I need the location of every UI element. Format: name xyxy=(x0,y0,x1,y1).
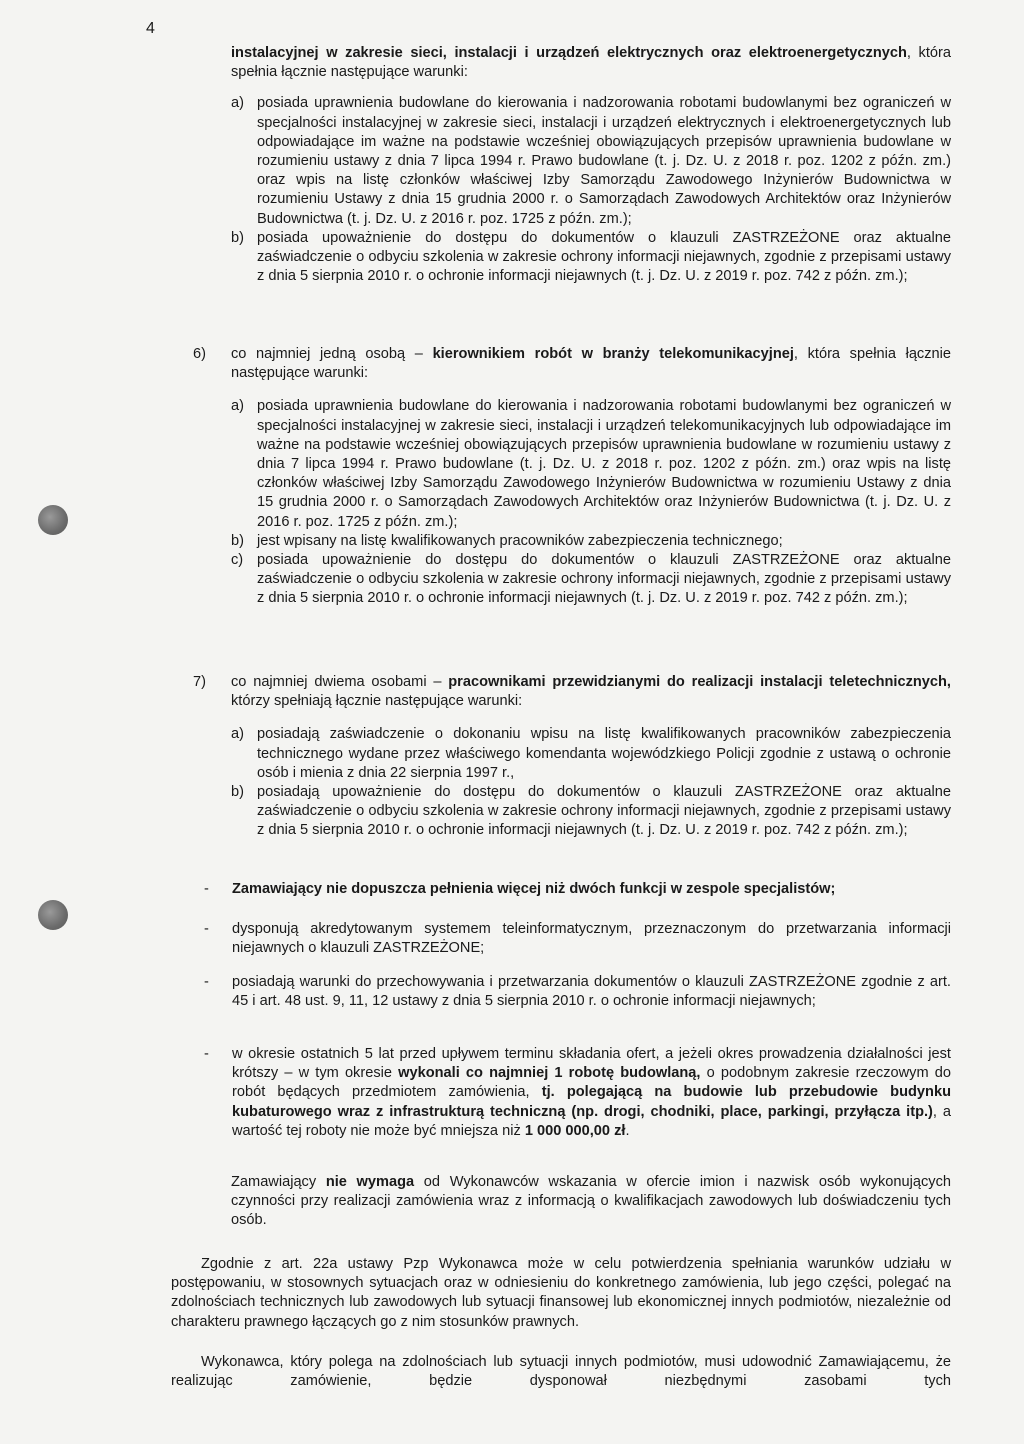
punch-hole xyxy=(38,505,68,535)
item-text: posiadają zaświadczenie o dokonaniu wpisu na listę kwalifikowanych pracowników zabezpieczenia technicznego wydane przez właściwego komendanta wojewódzkiego Policji zgodnie z ustawą o ochronie osób i mienia z dnia 22 sierpnia 1997 r., xyxy=(257,726,951,781)
paragraph-2 xyxy=(171,1353,951,1391)
dash4-bold-2: tj. polegającą na budowie lub przebudowie budynku kubaturowego wraz z infrastrukturą techniczną (np. drogi, chodniki, place, parkingi, przyłącza itp.) xyxy=(232,1084,951,1120)
dash4-bold-3: 1 000 000,00 zł xyxy=(524,1122,626,1139)
paragraph-1 xyxy=(171,1255,951,1332)
paragraph-text: Zgodnie z art. 22a ustawy Pzp Wykonawca może w celu potwierdzenia spełniania warunków udziału w postępowaniu, w stosownych sytuacjach oraz w odniesieniu do konkretnego zamówienia, lub jego części, polegać na zdolnościach technicznych lub zawodowych lub sytuacji finansowej lub ekonomicznej innych podmiotów, niezależnie od charakteru prawnego łączących go z nim stosunków prawnych. xyxy=(171,1256,951,1330)
note-paragraph xyxy=(231,1173,951,1231)
dash-text: dysponują akredytowanym systemem teleinformatycznym, przeznaczonym do przetwarzania informacji niejawnych o klauzuli ZASTRZEŻONE; xyxy=(232,921,951,957)
item-text: posiada uprawnienia budowlane do kierowania i nadzorowania robotami budowlanymi bez ograniczeń w specjalności instalacyjnej w zakresie sieci, instalacji i urządzeń telekomunikacyjnych lub odpowiadające im ważne na podstawie wcześniej obowiązujących przepisów uprawnienia budowlane w rozumieniu ustawy z dnia 7 lipca 1994 r. Prawo budowlane (t. j. Dz. U. z 2018 r. poz. 1202 z późn. zm.) oraz wpis na listę członków właściwej Izby Samorządu Zawodowego Inżynierów Budownictwa w rozumieniu Ustawy z dnia 15 grudnia 2000 r. o Samorządach Zawodowych Architektów oraz Inżynierów Budownictwa (t. j. Dz. U. z 2016 r. poz. 1725 z późn. zm.); xyxy=(257,398,951,530)
item-text: jest wpisany na listę kwalifikowanych pracowników zabezpieczenia technicznego; xyxy=(257,532,783,549)
item-heading-pre: co najmniej jedną osobą – xyxy=(231,346,433,362)
item-heading-bold: kierownikiem robót w branży telekomunikacyjnej xyxy=(432,346,794,362)
item-text: posiada upoważnienie do dostępu do dokumentów o klauzuli ZASTRZEŻONE oraz aktualne zaświadczenie o odbyciu szkolenia w zakresie ochrony informacji niejawnych, zgodnie z przepisami ustawy z dnia 5 sierpnia 2010 r. o ochronie informacji niejawnych (t. j. Dz. U. z 2019 r. poz. 742 z późn. zm.); xyxy=(257,229,951,285)
item-text: posiadają upoważnienie do dostępu do dokumentów o klauzuli ZASTRZEŻONE oraz aktualne zaświadczenie o odbyciu szkolenia w zakresie ochrony informacji niejawnych, zgodnie z przepisami ustawy z dnia 5 sierpnia 2010 r. o ochronie informacji niejawnych (t. j. Dz. U. z 2019 r. poz. 742 z późn. zm.); xyxy=(257,784,951,839)
note-text xyxy=(231,1173,951,1231)
dash-symbol: - xyxy=(204,921,209,937)
dash-item-2 xyxy=(200,920,951,958)
list-item xyxy=(231,397,951,531)
dash-symbol: - xyxy=(204,1046,209,1062)
item-label: b) xyxy=(231,784,244,801)
item-label: a) xyxy=(231,398,244,415)
intro-bold: instalacyjnej w zakresie sieci, instalacji i urządzeń elektrycznych oraz elektroenergetycznych xyxy=(231,45,907,61)
item-heading-bold: pracownikami przewidzianymi do realizacji instalacji teletechnicznych, xyxy=(448,674,951,690)
item-heading xyxy=(231,345,951,383)
page-number: 4 xyxy=(146,20,155,37)
intro-paragraph xyxy=(231,44,951,82)
dash-item-1 xyxy=(200,880,951,899)
item-text: posiada upoważnienie do dostępu do dokumentów o klauzuli ZASTRZEŻONE oraz aktualne zaświadczenie o odbyciu szkolenia w zakresie ochrony informacji niejawnych, zgodnie z przepisami ustawy z dnia 5 sierpnia 2010 r. o ochronie informacji niejawnych (t. j. Dz. U. z 2019 r. poz. 742 z późn. zm.); xyxy=(257,552,951,607)
dash-item-4 xyxy=(200,1045,951,1141)
list-item xyxy=(231,783,951,841)
dash4-text-3: , a wartość tej roboty nie może być mniejsza niż xyxy=(232,1103,952,1139)
list-item xyxy=(231,551,951,609)
item-label: c) xyxy=(231,552,244,569)
item-heading-post: , która spełnia łącznie następujące warunki: xyxy=(231,346,952,382)
dash-symbol: - xyxy=(204,974,209,990)
intro-block xyxy=(231,44,951,286)
paragraph-text: Wykonawca, który polega na zdolnościach lub sytuacji innych podmiotów, musi udowodnić Zamawiającemu, że realizując zamówienie, będzie dysponował niezbędnymi zasobami tych xyxy=(171,1354,951,1390)
item-heading xyxy=(231,673,951,711)
item-label: b) xyxy=(231,532,244,549)
list-item xyxy=(231,725,951,783)
item-label: b) xyxy=(231,229,244,246)
intro-rest: , która spełnia łącznie następujące warunki: xyxy=(231,45,951,81)
item-text: posiada uprawnienia budowlane do kierowania i nadzorowania robotami budowlanymi bez ograniczeń w specjalności instalacyjnej w zakresie sieci, instalacji i urządzeń elektrycznych i elektroenergetycznych lub odpowiadające im ważne na podstawie wcześniej obowiązujących przepisów uprawnienia budowlane w rozumieniu ustawy z dnia 7 lipca 1994 r. Prawo budowlane (t. j. Dz. U. z 2018 r. poz. 1202 z późn. zm.) oraz wpis na listę członków właściwej Izby Samorządu Zawodowego Inżynierów Budownictwa w rozumieniu Ustawy z dnia 15 grudnia 2000 r. o Samorządach Zawodowych Architektów oraz Inżynierów Budownictwa (t. j. Dz. U. z 2016 r. poz. 1725 z późn. zm.); xyxy=(257,95,951,227)
dash-symbol: - xyxy=(204,881,209,897)
note-text-1: Zamawiający xyxy=(231,1174,326,1190)
dash-text: posiadają warunki do przechowywania i przetwarzania dokumentów o klauzuli ZASTRZEŻONE zgodnie z art. 45 i art. 48 ust. 9, 11, 12 ustawy z dnia 5 sierpnia 2010 r. o ochronie informacji niejawnych; xyxy=(232,974,951,1010)
dash4-text-1: w okresie ostatnich 5 lat przed upływem terminu składania ofert, a jeżeli okres prowadzenia działalności jest krótszy – w tym okresie xyxy=(232,1046,951,1082)
item-6 xyxy=(193,345,951,609)
note-text-2: od Wykonawców wskazania w ofercie imion i nazwisk osób wykonujących czynności przy realizacji zamówienia wraz z informacją o kwalifikacjach zawodowych lub doświadczeniu tych osób. xyxy=(231,1174,951,1229)
dash4-text-2: o podobnym zakresie rzeczowym do robót będących przedmiotem zamówienia, xyxy=(232,1065,951,1101)
item-label: a) xyxy=(231,95,244,112)
item-heading-pre: co najmniej dwiema osobami – xyxy=(231,674,449,690)
dash-text: Zamawiający nie dopuszcza pełnienia więcej niż dwóch funkcji w zespole specjalistów; xyxy=(232,881,836,897)
item-label: a) xyxy=(231,726,244,743)
list-item xyxy=(231,532,951,551)
list-item xyxy=(231,229,951,287)
note-bold: nie wymaga xyxy=(325,1174,415,1190)
dash-item-3 xyxy=(200,973,951,1011)
item-heading-post: którzy spełniają łącznie następujące warunki: xyxy=(231,693,523,710)
item-number: 7) xyxy=(193,674,206,690)
item-number: 6) xyxy=(193,346,206,362)
list-item xyxy=(231,94,951,228)
dash4-bold-1: wykonali co najmniej 1 robotę budowlaną, xyxy=(398,1065,701,1082)
item-7 xyxy=(193,673,951,841)
dash4-text-4: . xyxy=(625,1122,630,1139)
dash-text xyxy=(232,1045,951,1141)
punch-hole xyxy=(38,900,68,930)
